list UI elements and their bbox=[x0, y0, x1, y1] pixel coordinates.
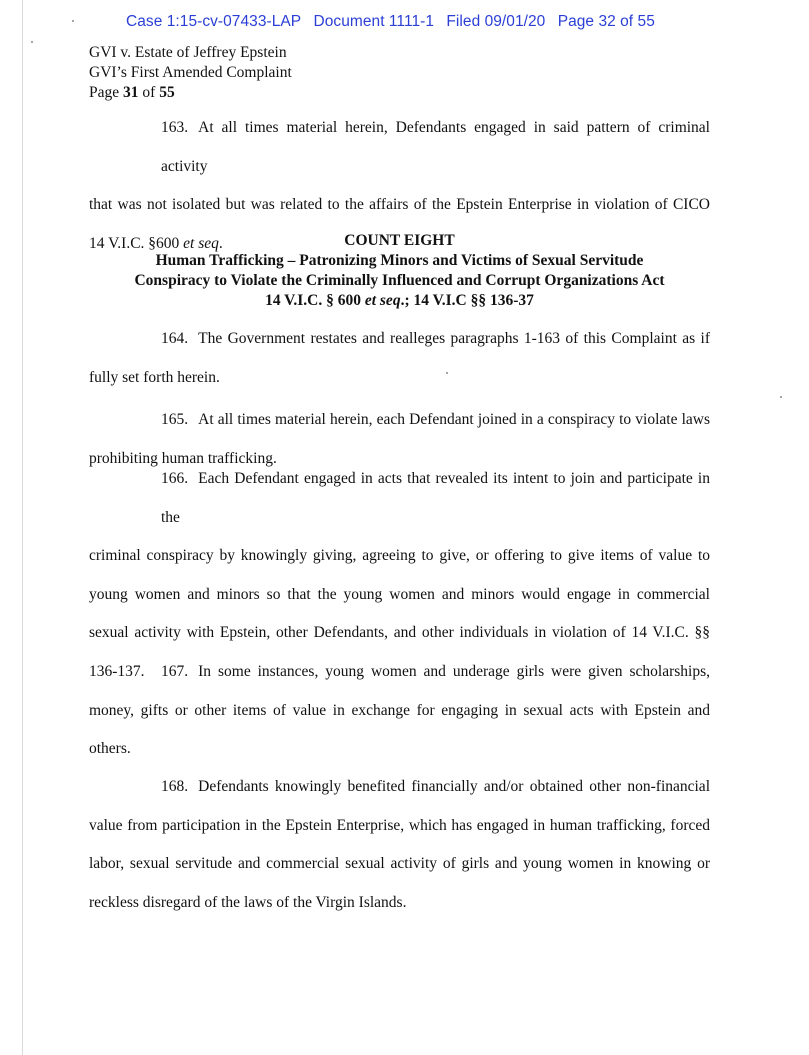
scan-speck bbox=[780, 396, 782, 398]
paragraph-line: reckless disregard of the laws of the Virgin Islands. bbox=[89, 893, 407, 911]
scan-speck bbox=[72, 20, 74, 22]
ecf-filing-header bbox=[126, 13, 663, 31]
paragraph-number: 166. bbox=[161, 470, 189, 487]
paragraph-line: criminal conspiracy by knowingly giving, agreeing to give, or offering to give items of value to bbox=[89, 547, 710, 564]
paragraph-line: 168. Defendants knowingly benefited financially and/or obtained other non-financial bbox=[161, 778, 710, 795]
paragraph-line: 163. At all times material herein, Defendants engaged in said pattern of criminal activity bbox=[161, 119, 710, 175]
count-subtitle: Human Trafficking – Patronizing Minors and Victims of Sexual Servitude bbox=[155, 252, 644, 269]
paragraph-line: 165. At all times material herein, each Defendant joined in a conspiracy to violate laws bbox=[161, 411, 710, 428]
paragraph-168 bbox=[89, 768, 710, 922]
paragraph-number: 163. bbox=[161, 119, 189, 136]
ecf-filed-date: Filed 09/01/20 bbox=[446, 13, 546, 30]
paragraph-line: value from participation in the Epstein Enterprise, which has engaged in human trafficking, forced bbox=[89, 816, 710, 834]
caption-title: GVI v. Estate of Jeffrey Epstein bbox=[89, 44, 287, 61]
paragraph-line: 164. The Government restates and realleges paragraphs 1-163 of this Complaint as if bbox=[161, 330, 710, 347]
paragraph-number: 164. bbox=[161, 330, 189, 347]
paragraph-164 bbox=[89, 320, 710, 397]
paragraph-line: 166. Each Defendant engaged in acts that revealed its intent to join and participate in the bbox=[161, 470, 710, 526]
ecf-document-number: Document 1111-1 bbox=[313, 13, 435, 30]
count-eight-heading bbox=[89, 231, 710, 311]
paragraph-line: sexual activity with Epstein, other Defendants, and other individuals in violation of 14 V.I.C. §§ bbox=[89, 624, 710, 641]
count-title: COUNT EIGHT bbox=[344, 232, 455, 249]
scan-speck bbox=[31, 41, 33, 43]
count-subtitle: Conspiracy to Violate the Criminally Influenced and Corrupt Organizations Act bbox=[134, 272, 665, 289]
paragraph-number: 168. bbox=[161, 778, 189, 795]
caption-page-number: Page 31 of 55 bbox=[89, 84, 175, 101]
paragraph-line: fully set forth herein. bbox=[89, 368, 220, 386]
paragraph-167 bbox=[89, 653, 710, 769]
paragraph-number: 165. bbox=[161, 411, 189, 428]
paragraph-line: that was not isolated but was related to the affairs of the Epstein Enterprise in violation of CICO bbox=[89, 196, 710, 213]
paragraph-line: 136-137. bbox=[89, 662, 145, 680]
scan-edge-line bbox=[22, 0, 23, 1055]
paragraph-line: 14 V.I.C. §600 et seq. bbox=[89, 234, 223, 252]
count-citation: 14 V.I.C. § 600 et seq.; 14 V.I.C §§ 136-37 bbox=[265, 292, 534, 309]
ecf-case-number: Case 1:15-cv-07433-LAP bbox=[126, 13, 302, 30]
ecf-page-count: Page 32 of 55 bbox=[557, 13, 655, 30]
paragraph-line: others. bbox=[89, 740, 131, 757]
paragraph-line: young women and minors so that the young women and minors would engage in commercial bbox=[89, 585, 710, 603]
caption-subtitle: GVI’s First Amended Complaint bbox=[89, 64, 292, 81]
document-caption-header bbox=[89, 43, 292, 103]
paragraph-line: money, gifts or other items of value in exchange for engaging in sexual acts with Epstein and bbox=[89, 701, 710, 719]
paragraph-line: prohibiting human trafficking. bbox=[89, 449, 277, 467]
paragraph-number: 167. bbox=[161, 663, 189, 680]
paragraph-line: 167. In some instances, young women and underage girls were given scholarships, bbox=[161, 663, 710, 680]
paragraph-line: labor, sexual servitude and commercial sexual activity of girls and young women in knowing or bbox=[89, 855, 710, 872]
